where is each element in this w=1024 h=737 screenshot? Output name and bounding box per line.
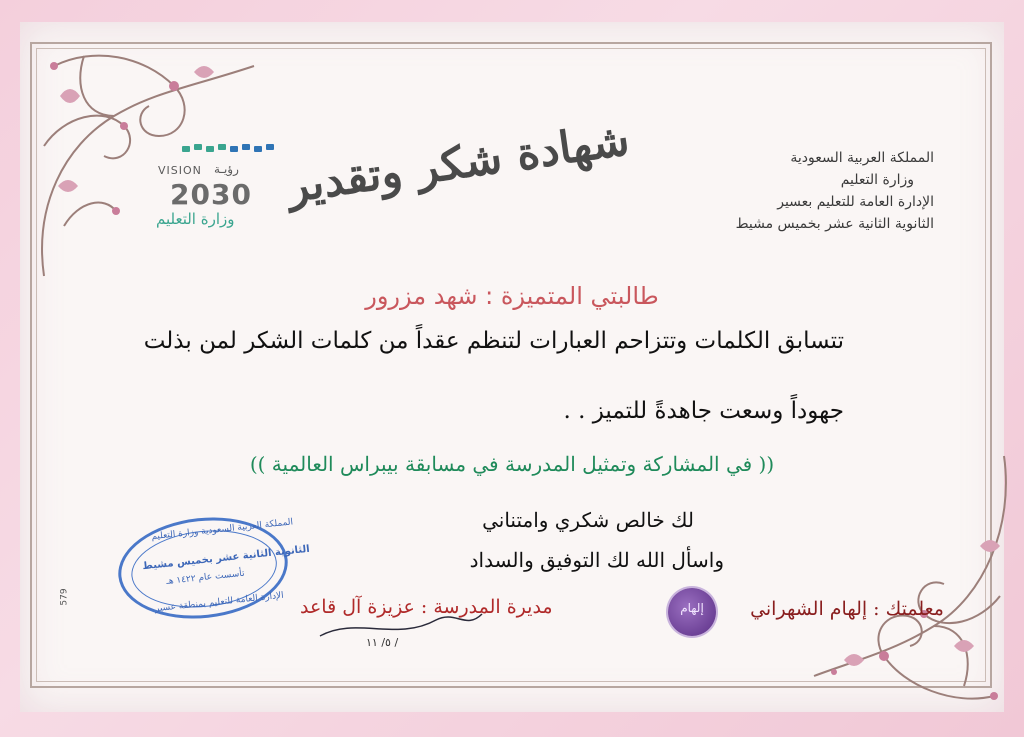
signature-date: ٥/ ١١ / bbox=[366, 636, 399, 649]
seal-text: إلهام bbox=[680, 601, 704, 615]
student-name-line: طالبتي المتميزة : شهد مزرور bbox=[365, 282, 659, 310]
ministry-logo-text: وزارة التعليم bbox=[156, 210, 235, 228]
thanks-line-2: واسأل الله لك التوفيق والسداد bbox=[469, 548, 724, 572]
thanks-line-1: لك خالص شكري وامتناني bbox=[482, 508, 694, 532]
vision-dots-icon bbox=[182, 140, 282, 160]
vision-label: VISION bbox=[158, 164, 202, 177]
stamp-text-3: تأسست عام ١٤٢٢ هـ bbox=[165, 568, 246, 587]
teacher-signature-label: معلمتك : إلهام الشهراني bbox=[750, 598, 944, 620]
vision-year: 2030 bbox=[170, 178, 252, 211]
header-department: الإدارة العامة للتعليم بعسير bbox=[777, 194, 934, 210]
header-school: الثانوية الثانية عشر بخميس مشيط bbox=[735, 216, 934, 232]
stamp-text-1: المملكة العربية السعودية وزارة التعليم bbox=[150, 517, 294, 543]
principal-signature-label: مديرة المدرسة : عزيزة آل قاعد bbox=[300, 596, 553, 618]
teacher-seal bbox=[668, 588, 716, 636]
body-text-line-1: تتسابق الكلمات وتتزاحم العبارات لتنظم عقداً من كلمات الشكر لمن بذلت bbox=[143, 328, 844, 354]
body-text-line-2: جهوداً وسعت جاهدةً للتميز . . bbox=[563, 398, 844, 424]
header-country: المملكة العربية السعودية bbox=[790, 150, 934, 166]
header-ministry: وزارة التعليم bbox=[840, 172, 914, 188]
occasion-text: (( في المشاركة وتمثيل المدرسة في مسابقة بيبراس العالمية )) bbox=[249, 452, 775, 476]
stamp-text-2: الثانوية الثانية عشر بخميس مشيط bbox=[141, 543, 311, 573]
corner-code: 579 bbox=[59, 588, 70, 606]
certificate-title: شهادة شكر وتقدير bbox=[284, 114, 633, 213]
vision-2030-logo bbox=[152, 140, 272, 230]
vision-label-arabic: رؤيـة bbox=[214, 162, 239, 176]
bottom-right-flourish bbox=[804, 446, 1018, 710]
stamp-text-4: الإدارة العامة للتعليم بمنطقة عسير bbox=[154, 590, 285, 615]
principal-signature-scribble bbox=[316, 606, 486, 646]
